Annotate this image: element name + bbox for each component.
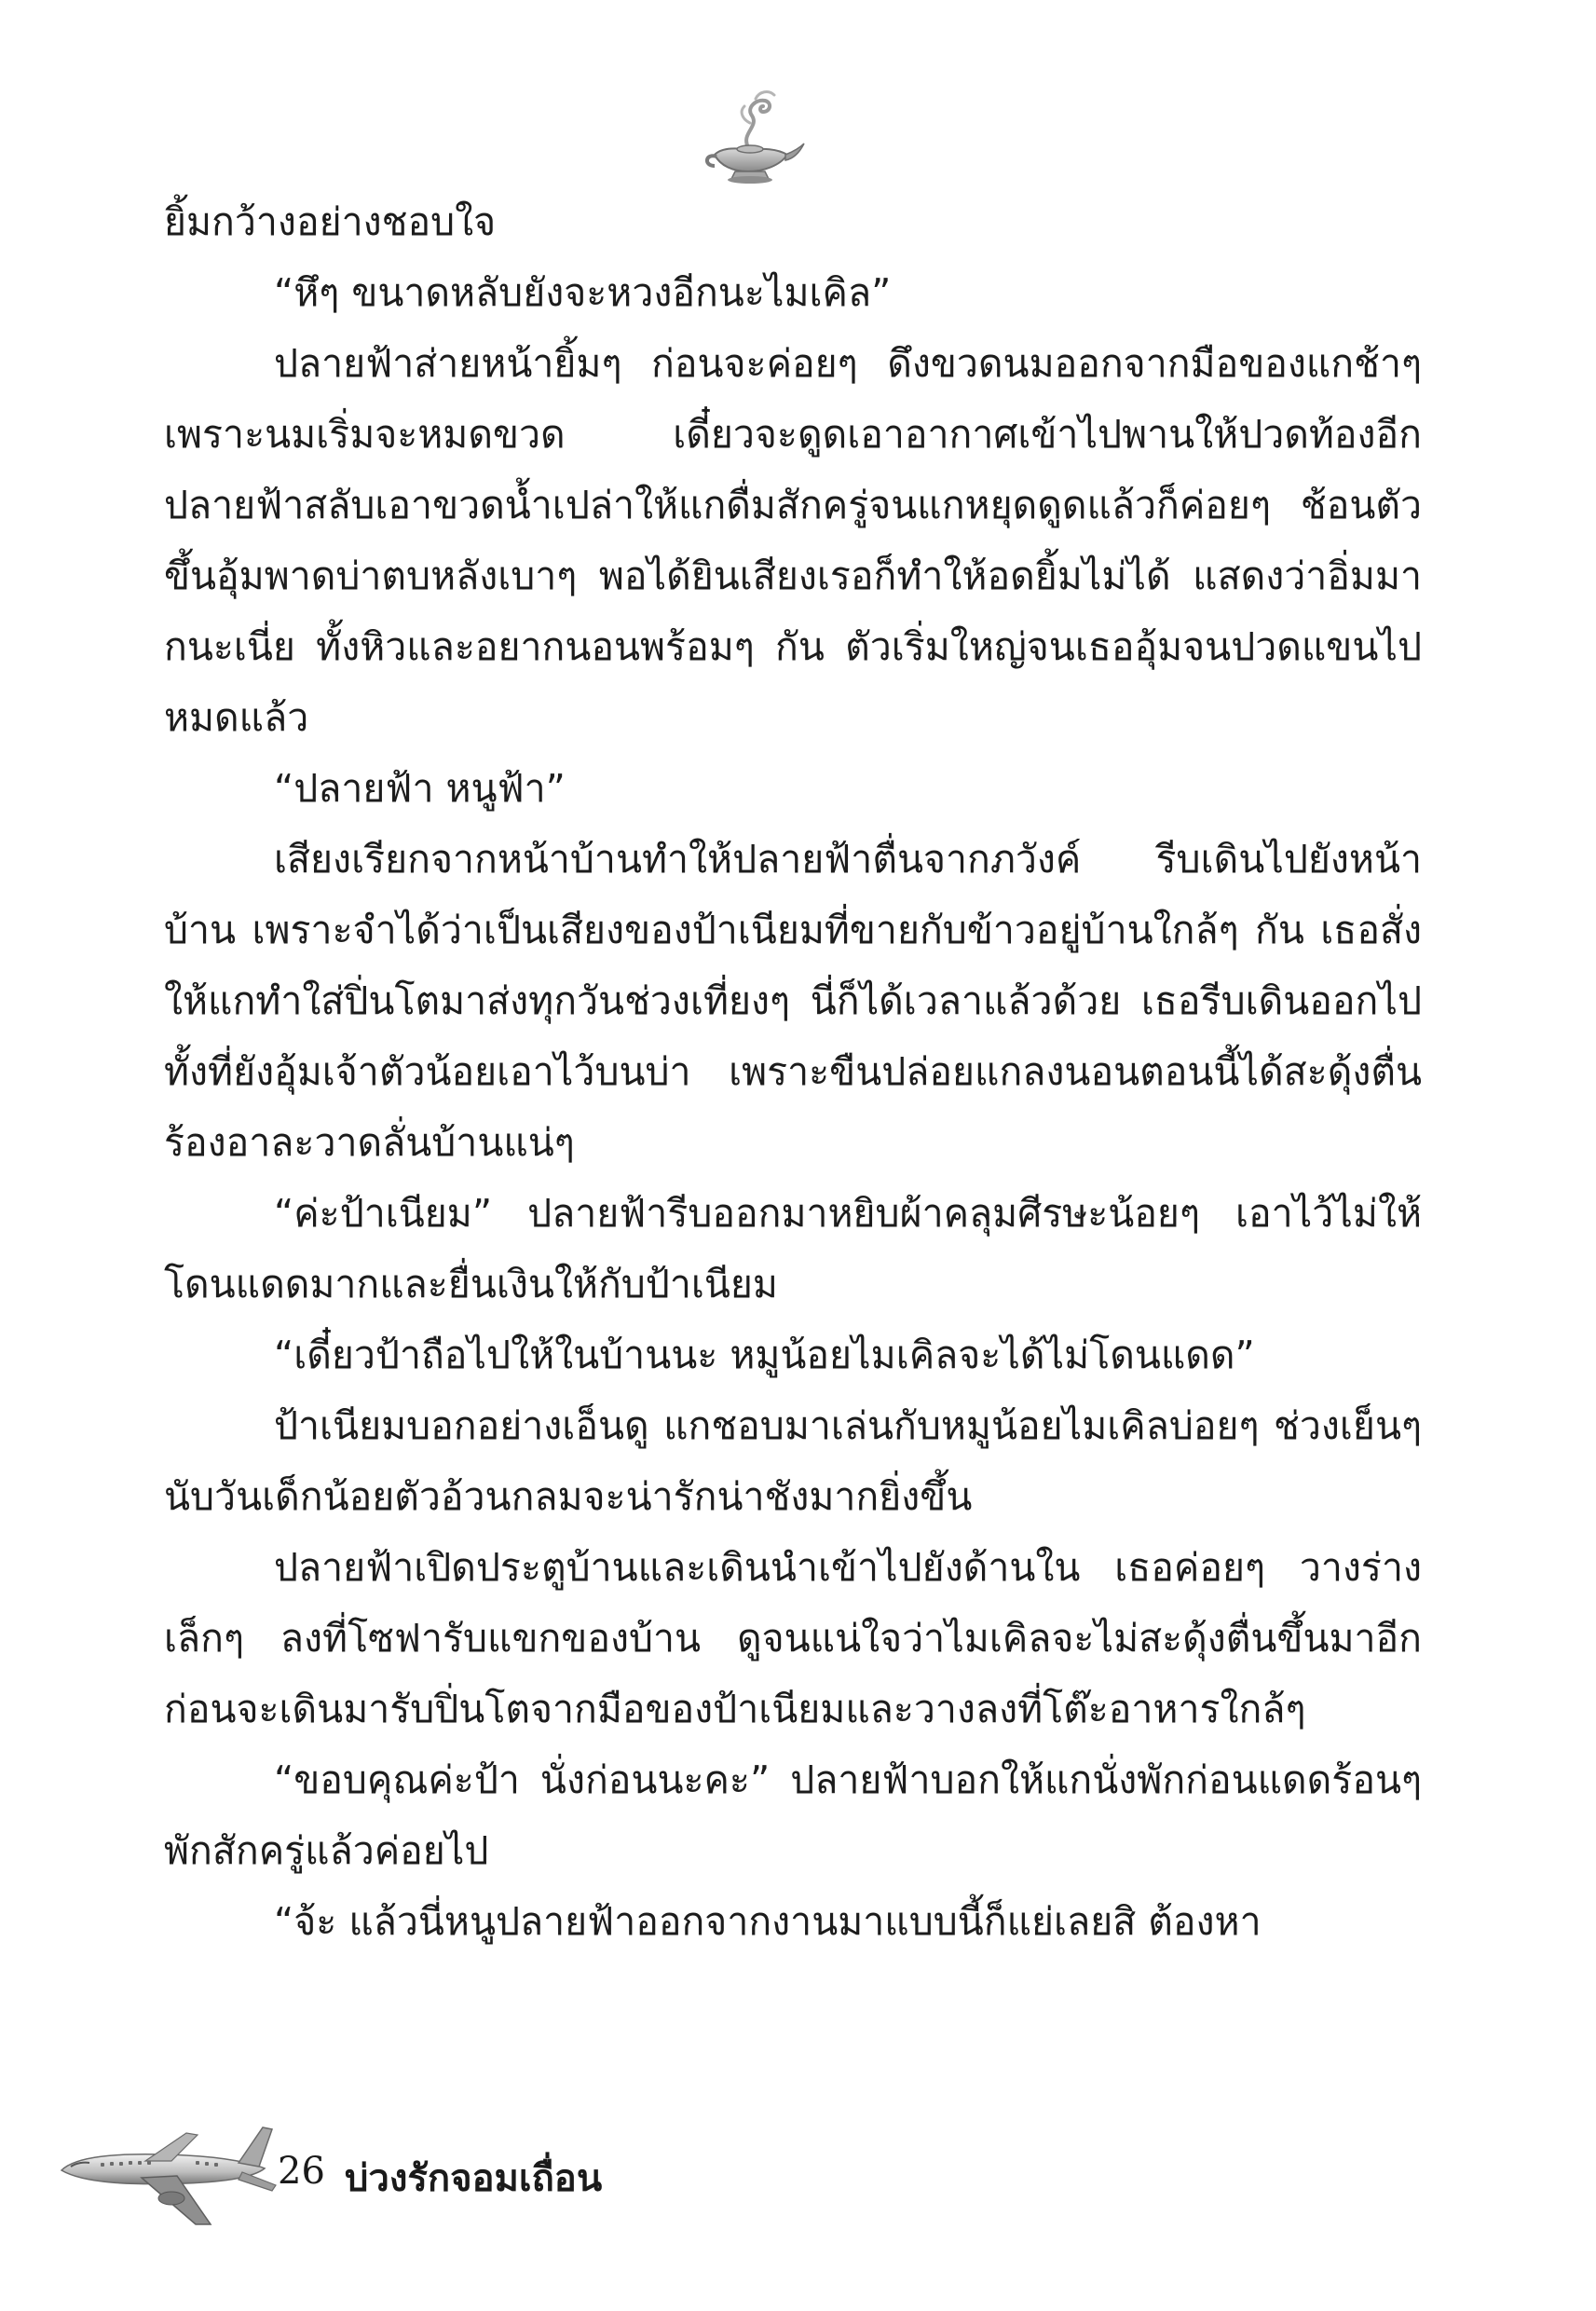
paragraph: ยิ้มกว้างอย่างชอบใจ: [164, 199, 497, 244]
paragraph: “หึๆ ขนาดหลับยังจะหวงอีกนะไมเคิล”: [274, 270, 892, 315]
magic-lamp-icon: [694, 82, 806, 194]
airplane-icon: [56, 2111, 280, 2232]
book-title: บ่วงรักจอมเถื่อน: [345, 2157, 603, 2200]
paragraph: ปลายฟ้าเปิดประตูบ้านและเดินนำเข้าไปยังด้านใน เธอค่อยๆ วางร่างเล็กๆ ลงที่โซฟารับแขกของบ้าน ดูจนแน่ใจว่าไมเคิลจะไม่สะดุ้งตื่นขึ้นมาอีก ก่อนจะเดินมารับปิ่นโตจากมือของป้าเนียมและวางลงที่โต๊ะอาหารใกล้ๆ: [164, 1545, 1422, 1731]
paragraph: “ค่ะป้าเนียม” ปลายฟ้ารีบออกมาหยิบผ้าคลุมศีรษะน้อยๆ เอาไว้ไม่ให้โดนแดดมากและยื่นเงินให้กับป้าเนียม: [164, 1191, 1422, 1306]
body-text: [164, 186, 1422, 1957]
paragraph: “เดี๋ยวป้าถือไปให้ในบ้านนะ หมูน้อยไมเคิลจะได้ไม่โดนแดด”: [274, 1333, 1255, 1377]
paragraph: “จ้ะ แล้วนี่หนูปลายฟ้าออกจากงานมาแบบนี้ก็แย่เลยสิ ต้องหา: [274, 1899, 1262, 1944]
paragraph: “ขอบคุณค่ะป้า นั่งก่อนนะคะ” ปลายฟ้าบอกให้แกนั่งพักก่อนแดดร้อนๆ พักสักครู่แล้วค่อยไป: [164, 1757, 1422, 1873]
paragraph: เสียงเรียกจากหน้าบ้านทำให้ปลายฟ้าตื่นจากภวังค์ รีบเดินไปยังหน้าบ้าน เพราะจำได้ว่าเป็นเสียงของป้าเนียมที่ขายกับข้าวอยู่บ้านใกล้ๆ กัน เธอสั่งให้แกทำใส่ปิ่นโตมาส่งทุกวันช่วงเที่ยงๆ นี่ก็ได้เวลาแล้วด้วย เธอรีบเดินออกไปทั้งที่ยังอุ้มเจ้าตัวน้อยเอาไว้บนบ่า เพราะขืนปล่อยแกลงนอนตอนนี้ได้สะดุ้งตื่นร้องอาละวาดลั่นบ้านแน่ๆ: [164, 837, 1422, 1165]
page-number: 26: [278, 2150, 325, 2193]
paragraph: “ปลายฟ้า หนูฟ้า”: [274, 766, 566, 811]
page-footer: [56, 2111, 708, 2232]
paragraph: ป้าเนียมบอกอย่างเอ็นดู แกชอบมาเล่นกับหมูน้อยไมเคิลบ่อยๆ ช่วงเย็นๆ นับวันเด็กน้อยตัวอ้วนกลมจะน่ารักน่าชังมากยิ่งขึ้น: [164, 1403, 1422, 1519]
paragraph: ปลายฟ้าส่ายหน้ายิ้มๆ ก่อนจะค่อยๆ ดึงขวดนมออกจากมือของแกช้าๆ เพราะนมเริ่มจะหมดขวด เดี๋ยวจะดูดเอาอากาศเข้าไปพานให้ปวดท้องอีก ปลายฟ้าสลับเอาขวดน้ำเปล่าให้แกดื่มสักครู่จนแกหยุดดูดแล้วก็ค่อยๆ ช้อนตัวขึ้นอุ้มพาดบ่าตบหลังเบาๆ พอได้ยินเสียงเรอก็ทำให้อดยิ้มไม่ได้ แสดงว่าอิ่มมากนะเนี่ย ทั้งหิวและอยากนอนพร้อมๆ กัน ตัวเริ่มใหญ่จนเธออุ้มจนปวดแขนไปหมดแล้ว: [164, 341, 1422, 740]
